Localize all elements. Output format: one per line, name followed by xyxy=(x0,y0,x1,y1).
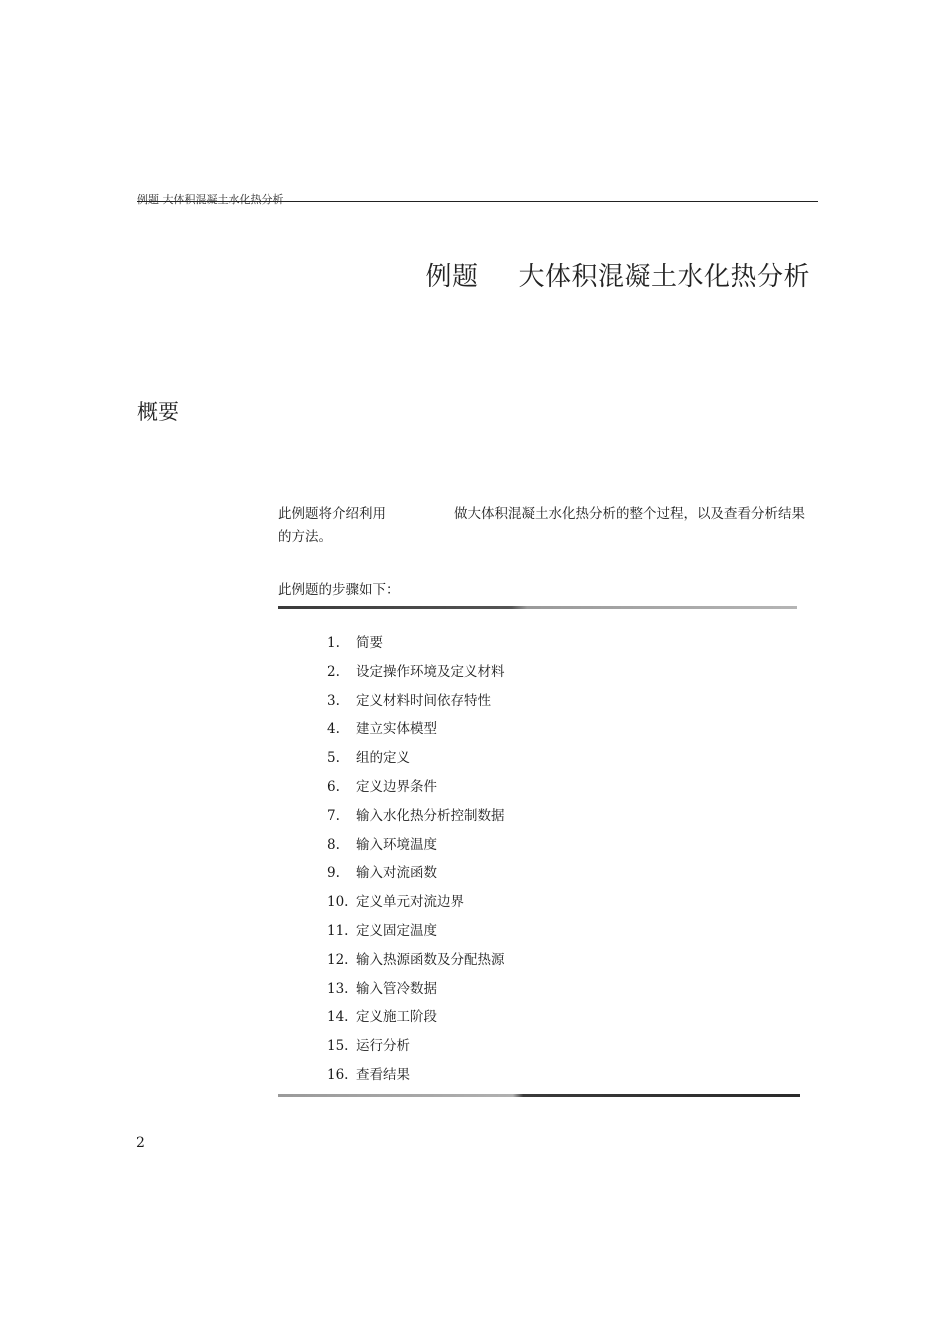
list-item xyxy=(327,890,505,919)
step-label: 运行分析 xyxy=(356,1038,410,1055)
list-item xyxy=(327,833,505,862)
step-number: 7. xyxy=(327,807,340,824)
list-item xyxy=(327,717,505,746)
list-item xyxy=(327,631,505,660)
list-item xyxy=(327,861,505,890)
step-number: 3. xyxy=(327,692,340,709)
step-number: 12. xyxy=(327,951,349,968)
step-number: 9. xyxy=(327,865,340,882)
intro-paragraph xyxy=(278,503,818,549)
step-number: 5. xyxy=(327,750,340,767)
step-label: 输入环境温度 xyxy=(356,836,437,853)
list-item xyxy=(327,804,505,833)
intro-part-1: 此例题将介绍利用 xyxy=(278,506,386,522)
step-label: 建立实体模型 xyxy=(356,721,437,738)
list-item xyxy=(327,660,505,689)
step-label: 查看结果 xyxy=(356,1066,410,1083)
title-prefix: 例题 xyxy=(425,262,479,292)
step-number: 2. xyxy=(327,663,340,680)
list-item xyxy=(327,1005,505,1034)
list-item xyxy=(327,1034,505,1063)
section-heading: 概要 xyxy=(137,400,179,424)
step-label: 定义单元对流边界 xyxy=(356,894,464,911)
step-number: 14. xyxy=(327,1009,349,1026)
step-label: 组的定义 xyxy=(356,750,410,767)
step-number: 4. xyxy=(327,721,340,738)
list-item xyxy=(327,689,505,718)
step-list xyxy=(327,631,505,1092)
list-item xyxy=(327,948,505,977)
list-item xyxy=(327,746,505,775)
page-title xyxy=(425,256,810,293)
steps-intro: 此例题的步骤如下： xyxy=(278,582,400,598)
step-number: 10. xyxy=(327,894,349,911)
step-label: 定义材料时间依存特性 xyxy=(356,692,491,709)
intro-part-2: 做大体积混凝土水化热分析的整个过程，以及查看分析结果的方法。 xyxy=(278,506,805,545)
list-item xyxy=(327,977,505,1006)
step-label: 定义施工阶段 xyxy=(356,1009,437,1026)
step-number: 11. xyxy=(327,922,349,939)
list-item xyxy=(327,919,505,948)
step-label: 输入对流函数 xyxy=(356,865,437,882)
step-number: 13. xyxy=(327,980,349,997)
steps-bottom-rule xyxy=(278,1094,800,1097)
list-item xyxy=(327,1063,505,1092)
step-number: 8. xyxy=(327,836,340,853)
step-label: 定义边界条件 xyxy=(356,778,437,795)
header-rule xyxy=(137,201,818,202)
page-number: 2 xyxy=(136,1135,145,1151)
running-header: 例题 大体积混凝土水化热分析 xyxy=(137,193,284,206)
step-label: 定义固定温度 xyxy=(356,922,437,939)
step-label: 设定操作环境及定义材料 xyxy=(356,663,505,680)
step-label: 输入管冷数据 xyxy=(356,980,437,997)
step-label: 简要 xyxy=(356,635,383,651)
step-number: 1. xyxy=(327,635,340,651)
step-number: 16. xyxy=(327,1066,349,1083)
step-number: 6. xyxy=(327,778,340,795)
step-label: 输入热源函数及分配热源 xyxy=(356,951,505,968)
steps-top-rule xyxy=(278,606,797,609)
step-number: 15. xyxy=(327,1038,349,1055)
step-label: 输入水化热分析控制数据 xyxy=(356,807,505,824)
title-main: 大体积混凝土水化热分析 xyxy=(518,262,810,292)
list-item xyxy=(327,775,505,804)
